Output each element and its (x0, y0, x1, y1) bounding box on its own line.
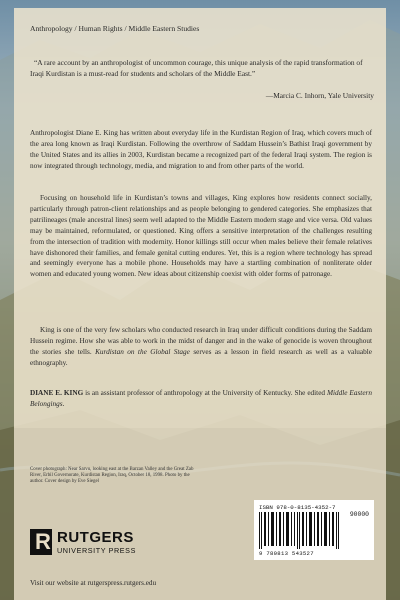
publisher-subtitle: UNIVERSITY PRESS (57, 546, 136, 555)
description-paragraph-1: Anthropologist Diane E. King has written about everyday life in the Kurdistan Region of Iraq, which covers much of the area long known as Iraqi Kurdistan. Following the overthrow of Saddam Hussein’s Bathist Iraqi government by the United States and its allies in 2003, Kurdistan became a recognized part of the federal Iraqi system. The region is now integrated through technology, media, and migration to and from other parts of the world. (30, 129, 372, 170)
price-code: 90000 (349, 511, 369, 518)
cover-credits: Cover photograph: Near Sarvu, looking east at the Barzan Valley and the Great Zab River, Erbil Governorate, Kurdistan Region, Iraq, October 18, 1998. Photo by the author. Cover design by Eve Siegel (30, 467, 194, 485)
endorsement-attribution: —Marcia C. Inhorn, Yale University (265, 91, 374, 100)
publisher-website: Visit our website at rutgerspress.rutgers.edu (30, 579, 157, 587)
ean-number: 9 780813 543527 (259, 550, 314, 557)
description-paragraph-2: Focusing on household life in Kurdistan’s towns and villages, King explores how residents connect socially, particularly through patron-client relationships and as people belonging to gendered categories. She emphasizes that patrilineages (male ancestral lines) seem well adapted to the Middle Eastern modern stage and vice versa. Old values may be maintained, reformulated, or questioned. King offers a sensitive interpretation of the challenges resulting from the intersection of tradition with modernity. Honor killings still occur when males believe their female relatives have dishonored their families, and female genital cutting endures. Yet, this is a region where technology has spread and seemingly everyone has a mobile phone. Households may have a startling combination of nonliterate older women and educated young women. New ideas about citizenship coexist with older forms of patronage. (30, 194, 372, 279)
author-bio (30, 388, 372, 410)
author-name: DIANE E. KING (30, 389, 84, 397)
publisher-name: RUTGERS (57, 529, 134, 546)
barcode-icon (259, 512, 339, 549)
author-bio-text: is an assistant professor of anthropology at the University of Kentucky. She edited (83, 389, 327, 397)
isbn-text: ISBN 978-0-8135-4352-7 (259, 504, 336, 511)
endorsement-quote: “A rare account by an anthropologist of uncommon courage, this unique analysis of the rapid transformation of Iraqi Kurdistan is a must-read for students and scholars of the Middle East.” (30, 58, 363, 78)
edited-book-title: Middle Eastern Belongings (30, 389, 372, 408)
paragraph-3-end: serves as a lesson in field research as well as a valuable ethnography. (30, 347, 372, 367)
paragraph-3-text: King is one of the very few scholars who conducted research in Iraq under difficult conditions during the Saddam Hussein regime. How she was able to work in the midst of danger and in the wake of genocide is woven throughout the stories she tells. (30, 326, 372, 356)
publisher-logo (30, 528, 170, 558)
barcode-area (254, 500, 374, 560)
rutgers-r-icon: R (30, 529, 52, 555)
description-paragraph-3 (30, 325, 372, 369)
author-bio-end: . (62, 399, 65, 408)
book-title: Kurdistan on the Global Stage (95, 347, 190, 356)
subject-categories: Anthropology / Human Rights / Middle Eastern Studies (30, 24, 200, 33)
